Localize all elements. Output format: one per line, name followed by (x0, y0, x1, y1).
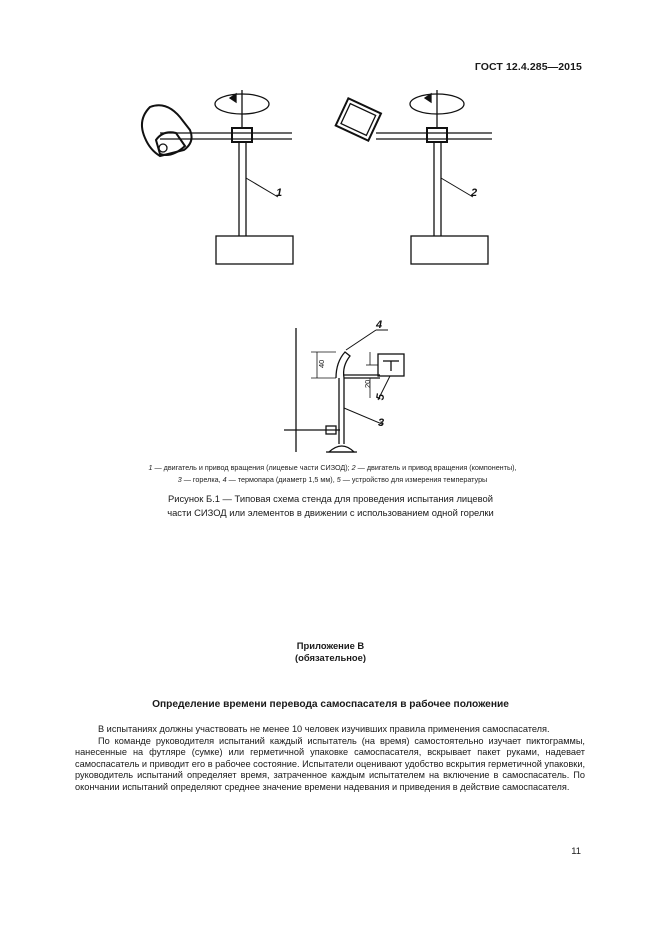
legend-text-5: — устройство для измерения температуры (340, 475, 488, 484)
legend-text-2: — двигатель и привод вращения (компоненты), (355, 463, 517, 472)
page-number: 11 (571, 845, 581, 856)
callout-3: 3 (378, 417, 385, 429)
callout-5: 5 (374, 393, 388, 402)
stand-2-drawing (336, 90, 492, 264)
appendix-heading (0, 640, 661, 664)
legend-text-4: — термопара (диаметр 1,5 мм), (226, 475, 337, 484)
legend-num-1: 1 (148, 463, 153, 472)
legend-text-1: — двигатель и привод вращения (лицевые части СИЗОД); (152, 463, 352, 472)
figure-legend (85, 462, 580, 486)
paragraph: По команде руководителя испытаний каждый испытатель (на время) самостоятельно изучает пиктограммы, нанесенные на футляре (сумке) или герметичной упаковке самоспасателя, вскрывает пакет руками, надевает самоспасатель и приводит его в рабочее состояние. Испытатели оценивают удобство вскрытия герметичной упаковки, руководитель испытаний определяет время, затраченное каждым испытателем на включение в самоспасатель. По окончании испытаний определяют среднее значение времени надевания и приведения в действие самоспасателя. (75, 735, 585, 792)
legend-num-3: 3 (177, 475, 182, 484)
dimension-20: 20 (363, 379, 372, 388)
callout-2: 2 (471, 187, 478, 199)
figure-caption-line-2: части СИЗОД или элементов в движении с использованием одной горелки (167, 507, 494, 518)
callout-4: 4 (376, 319, 383, 331)
appendix-status: (обязательное) (295, 652, 366, 663)
callout-1: 1 (276, 187, 283, 199)
figure-caption-line-1: Рисунок Б.1 — Типовая схема стенда для проведения испытания лицевой (168, 493, 493, 504)
dimension-40: 40 (317, 359, 326, 368)
stand-1-drawing (142, 90, 293, 264)
appendix-title: Приложение В (296, 640, 365, 651)
legend-text-3: — горелка, (181, 475, 223, 484)
section-title: Определение времени перевода самоспасателя в рабочее положение (152, 699, 509, 710)
legend-num-5: 5 (336, 475, 341, 484)
legend-num-4: 4 (222, 475, 227, 484)
standard-header: ГОСТ 12.4.285—2015 (474, 61, 582, 73)
paragraph: В испытаниях должны участвовать не менее 10 человек изучивших правила применения самоспасателя. (98, 724, 550, 734)
legend-num-2: 2 (351, 463, 356, 472)
burner-detail-drawing (284, 328, 404, 452)
figure-caption (110, 492, 551, 520)
section-body (75, 724, 585, 794)
